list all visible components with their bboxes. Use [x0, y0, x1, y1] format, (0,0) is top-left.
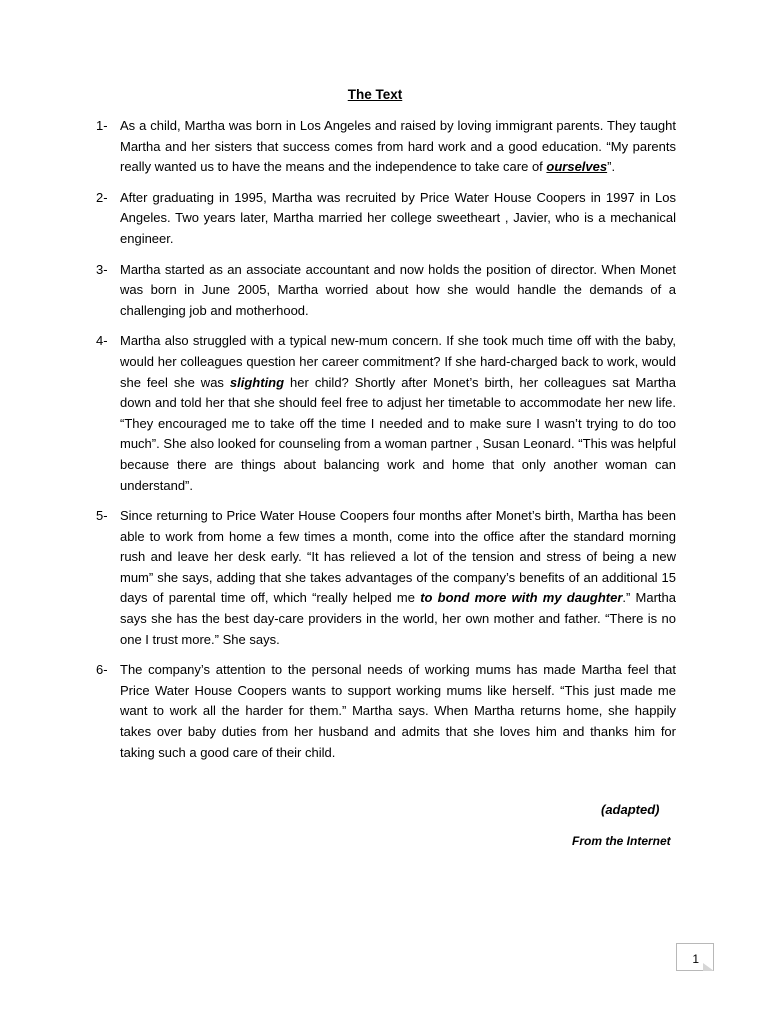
- paragraph-number: 5-: [96, 508, 108, 524]
- page-title: The Text: [347, 87, 403, 102]
- emphasized-phrase: to bond more with my daughter: [420, 590, 623, 606]
- paragraph-text: her child? Shortly after Monet’s birth, her colleagues sat Martha down and told her that she should feel free to adjust her timetable to accommodate her new life. “They encouraged me to take off the time I needed and to make sure I wasn’t trying to do too much”. She also looked for counseling from a woman partner , Susan Leonard. “This was helpful because there are things about balancing work and home that only another woman can understand”.: [120, 374, 676, 493]
- source-note: From the Internet: [572, 834, 671, 848]
- paragraph-text: After graduating in 1995, Martha was recruited by Price Water House Coopers in 1997 in Los Angeles. Two years later, Martha married her college sweetheart , Javier, who is a mechanical engineer.: [120, 189, 676, 246]
- paragraph-text: The company’s attention to the personal needs of working mums has made Martha feel that Price Water House Coopers wants to support working mums like herself. “This just made me want to work all the harder for them.” Martha says. When Martha returns home, she happily takes over baby duties from her husband and admits that she loves him and thanks him for taking such a good care of their child.: [120, 662, 676, 760]
- emphasized-word: ourselves: [546, 159, 608, 175]
- paragraph-number: 4-: [96, 333, 108, 349]
- paragraph-text: Martha started as an associate accountant and now holds the position of director. When Monet was born in June 2005, Martha worried about how she would handle the demands of a challenging job and motherhood.: [120, 261, 676, 318]
- paragraph-text: Since returning to Price Water House Coopers four months after Monet’s birth, Martha has been able to work from home a few times a month, come into the office after the standard morning rush and leave her desk early. “It has relieved a lot of the tension and stress of being a new mum” she says, adding that she takes advantages of the company’s benefits of an additional 15 days of parental time off, which “really helped me: [120, 508, 676, 606]
- adapted-note: (adapted): [601, 802, 660, 817]
- paragraph-number: 1-: [96, 118, 108, 133]
- paragraph-number: 2-: [96, 189, 108, 205]
- paragraph-4: [96, 331, 676, 496]
- emphasized-word: slighting: [229, 374, 285, 390]
- paragraph-number: 3-: [96, 261, 108, 277]
- paragraph-text: Martha also struggled with a typical new-mum concern. If she took much time off with the baby, would her colleagues question her career commitment? If she hard-charged back to work, would she feel she was: [120, 333, 676, 390]
- paragraph-3: [96, 260, 676, 322]
- paragraph-text: .” Martha says she has the best day-care providers in the world, her own mother and father. “There is no one I trust more.” She says.: [120, 590, 677, 647]
- paragraph-5: [96, 506, 676, 650]
- paragraph-text: ”.: [607, 159, 616, 175]
- page-number-box: [676, 943, 714, 971]
- paragraph-list: [96, 116, 676, 773]
- paragraph-2: [96, 188, 676, 250]
- paragraph-text: As a child, Martha was born in Los Angeles and raised by loving immigrant parents. They taught Martha and her sisters that success comes from hard work and a good education. “My parents really wanted us to have the means and the independence to take care of: [120, 118, 676, 175]
- paragraph-6: [96, 660, 676, 763]
- page-number: 1: [692, 952, 699, 966]
- paragraph-1: [96, 116, 676, 178]
- page-curl-icon: [703, 963, 714, 971]
- paragraph-number: 6-: [96, 662, 108, 678]
